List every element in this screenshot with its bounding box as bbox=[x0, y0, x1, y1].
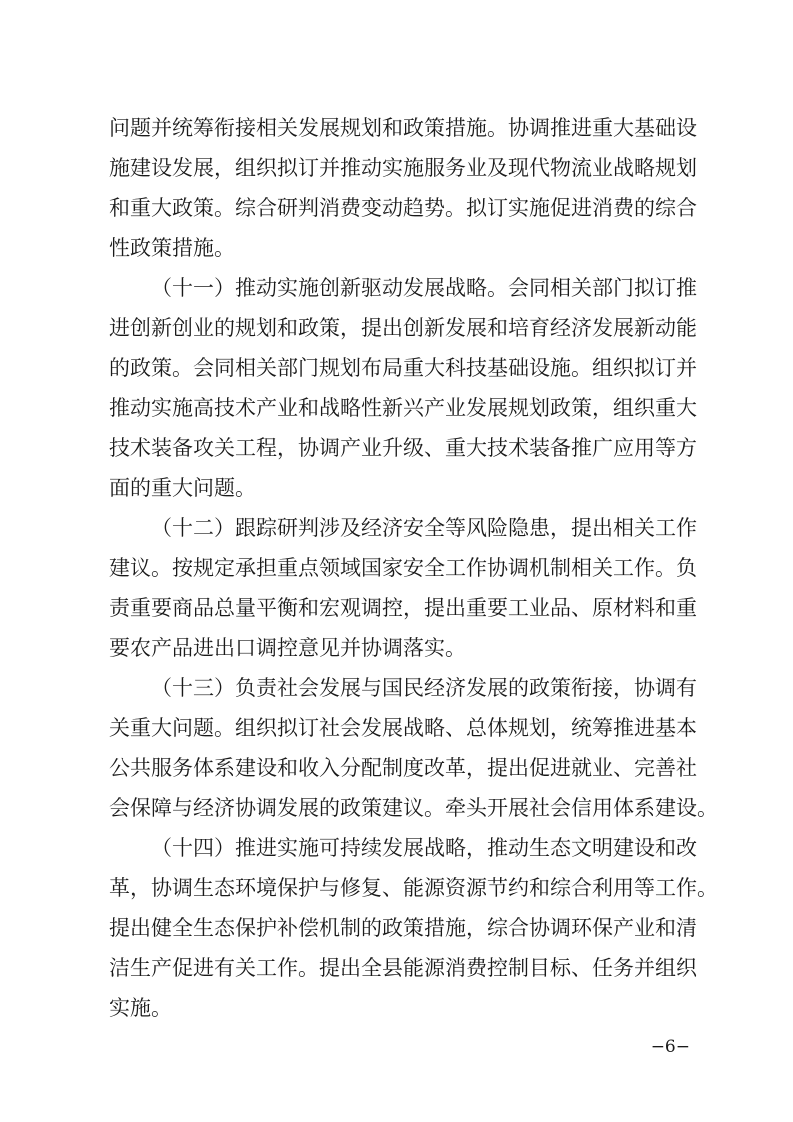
paragraph-line: （十二）跟踪研判涉及经济安全等风险隐患，提出相关工作 bbox=[151, 516, 697, 540]
paragraph-line: 洁生产促进有关工作。提出全县能源消费控制目标、任务并组织 bbox=[109, 956, 697, 980]
paragraph-line: （十四）推进实施可持续发展战略，推动生态文明建设和改 bbox=[151, 836, 697, 860]
paragraph-line: 会保障与经济协调发展的政策建议。牵头开展社会信用体系建设。 bbox=[109, 796, 718, 820]
paragraph-line: 提出健全生态保护补偿机制的政策措施，综合协调环保产业和清 bbox=[109, 916, 697, 940]
paragraph-line: 建议。按规定承担重点领域国家安全工作协调机制相关工作。负 bbox=[109, 556, 697, 580]
paragraph-line: （十一）推动实施创新驱动发展战略。会同相关部门拟订推 bbox=[151, 276, 697, 300]
paragraph-line: 施建设发展，组织拟订并推动实施服务业及现代物流业战略规划 bbox=[109, 156, 697, 180]
paragraph-line: 关重大问题。组织拟订社会发展战略、总体规划，统筹推进基本 bbox=[109, 716, 697, 740]
page-number: −6− bbox=[650, 1037, 690, 1057]
paragraph-line: 的政策。会同相关部门规划布局重大科技基础设施。组织拟订并 bbox=[109, 356, 697, 380]
paragraph-line: 推动实施高技术产业和战略性新兴产业发展规划政策，组织重大 bbox=[109, 396, 697, 420]
paragraph-line: 革，协调生态环境保护与修复、能源资源节约和综合利用等工作。 bbox=[109, 876, 718, 900]
paragraph-line: 要农产品进出口调控意见并协调落实。 bbox=[109, 636, 466, 660]
paragraph-line: 问题并统筹衔接相关发展规划和政策措施。协调推进重大基础设 bbox=[109, 116, 697, 140]
paragraph-line: （十三）负责社会发展与国民经济发展的政策衔接，协调有 bbox=[151, 676, 697, 700]
paragraph-line: 技术装备攻关工程，协调产业升级、重大技术装备推广应用等方 bbox=[109, 436, 697, 460]
paragraph-line: 责重要商品总量平衡和宏观调控，提出重要工业品、原材料和重 bbox=[109, 596, 697, 620]
paragraph-line: 进创新创业的规划和政策，提出创新发展和培育经济发展新动能 bbox=[109, 316, 697, 340]
paragraph-line: 公共服务体系建设和收入分配制度改革，提出促进就业、完善社 bbox=[109, 756, 697, 780]
paragraph-line: 实施。 bbox=[109, 996, 172, 1020]
paragraph-line: 性政策措施。 bbox=[109, 236, 235, 260]
paragraph-line: 和重大政策。综合研判消费变动趋势。拟订实施促进消费的综合 bbox=[109, 196, 697, 220]
paragraph-line: 面的重大问题。 bbox=[109, 476, 256, 500]
